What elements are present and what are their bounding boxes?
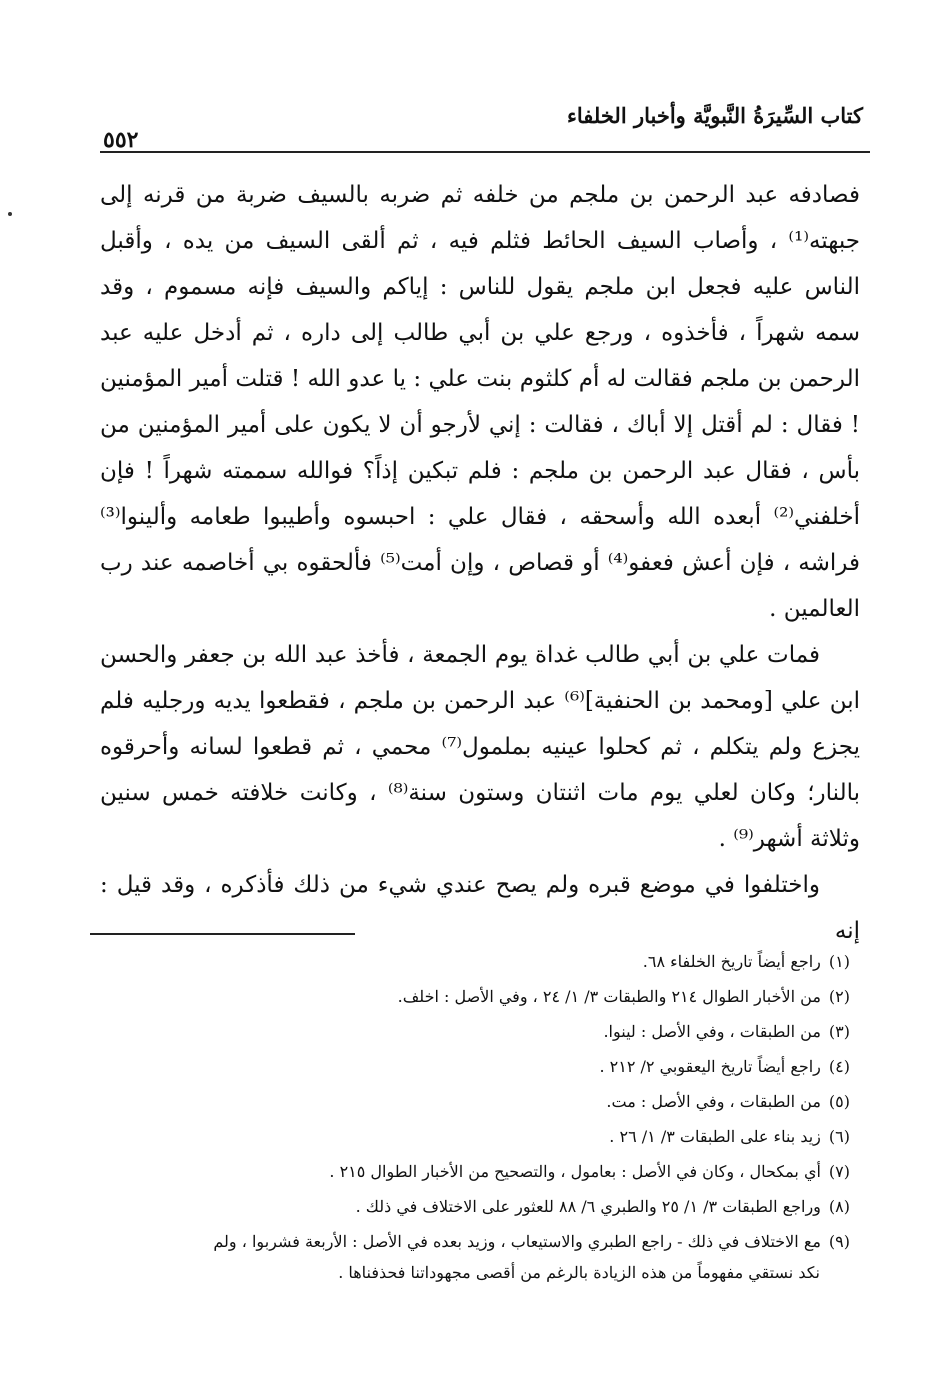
footnote-continuation: نكد نستقي مفهوماً من هذه الزيادة بالرغم من أقصى مجهوداتنا فحذفناها . [338,1263,820,1282]
footnote-item [100,1154,850,1189]
footnote-number: (٢) [828,987,850,1006]
header-rule [100,151,870,153]
footnote-text: زيد بناء على الطبقات ٣/ ١/ ٢٦ . [609,1127,821,1146]
running-title: كتاب السِّيرَةُ النَّبويَّة وأخبار الخلفاء [567,103,863,128]
footnote-item [100,1119,850,1154]
scan-speck [8,212,12,216]
footnote-number: (٤) [828,1057,850,1076]
paragraph-1: فصادفه عبد الرحمن بن ملجم من خلفه ثم ضربه بالسيف ضربة من قرنه إلى جبهته⁽¹⁾ ، وأصاب السيف الحائط فثلم فيه ، ثم ألقى السيف من يده ، وأقبل الناس عليه فجعل ابن ملجم يقول للناس : إياكم والسيف فإنه مسموم ، وقد سمه شهراً ، فأخذوه ، ورجع علي بن أبي طالب إلى داره ، ثم أدخل عليه عبد الرحمن بن ملجم فقالت له أم كلثوم بنت علي : يا عدو الله ! قتلت أمير المؤمنين ! فقال : لم أقتل إلا أباك ، فقالت : إني لأرجو أن لا يكون على أمير المؤمنين من بأس ، فقال عبد الرحمن بن ملجم : فلم تبكين إذاً؟ فوالله سممته شهراً ! فإن أخلفني⁽²⁾ أبعده الله وأسحقه ، فقال علي : احبسوه وأطيبوا طعامه وألينوا⁽³⁾ فراشه ، فإن أعش فعفو⁽⁴⁾ أو قصاص ، وإن أمت⁽⁵⁾ فألحقوه بي أخاصمه عند رب العالمين . [100,182,860,622]
footnote-text: من الأخبار الطوال ٢١٤ والطبقات ٣/ ١/ ٢٤ ، وفي الأصل : اخلف. [397,987,821,1006]
footnote-number: (٧) [828,1162,850,1181]
paragraph-2: فمات علي بن أبي طالب غداة يوم الجمعة ، فأخذ عبد الله بن جعفر والحسن ابن علي [ومحمد بن الحنفية]⁽⁶⁾ عبد الرحمن بن ملجم ، فقطعوا يديه ورجليه فلم يجزع ولم يتكلم ، ثم كحلوا عينيه بملمول⁽⁷⁾ محمي ، ثم قطعوا لسانه وأحرقوه بالنار؛ وكان لعلي يوم مات اثنتان وستون سنة⁽⁸⁾ ، وكانت خلافته خمس سنين وثلاثة أشهر⁽⁹⁾ . [100,642,860,852]
footnote-item [100,1224,850,1287]
footnote-number: (٣) [828,1022,850,1041]
page-number: ٥٥٢ [103,127,139,153]
footnote-item [100,1014,850,1049]
footnote-item [100,1049,850,1084]
footnote-number: (١) [828,952,850,971]
footnote-number: (٨) [828,1197,850,1216]
footnote-number: (٩) [828,1232,850,1251]
footnote-item [100,1189,850,1224]
footnote-text: من الطبقات ، وفي الأصل : لينوا. [603,1022,821,1041]
footnote-text: وراجع الطبقات ٣/ ١/ ٢٥ والطبري ٦/ ٨٨ للعثور على الاختلاف في ذلك . [355,1197,821,1216]
footnote-number: (٥) [828,1092,850,1111]
footnote-text: راجع أيضاً تاريخ الخلفاء ٦٨. [642,952,821,971]
footnote-text: أي بمكحال ، وكان في الأصل : بعامول ، والتصحيح من الأخبار الطوال ٢١٥ . [329,1162,821,1181]
footnote-item [100,944,850,979]
paragraph-3: واختلفوا في موضع قبره ولم يصح عندي شيء من ذلك فأذكره ، وقد قيل : إنه [100,872,860,944]
footnote-item [100,1084,850,1119]
footnote-separator [90,933,355,935]
footnote-number: (٦) [828,1127,850,1146]
footnote-text: مع الاختلاف في ذلك - راجع الطبري والاستيعاب ، وزيد بعده في الأصل : الأربعة فشربوا ، ولم [213,1232,821,1251]
main-text [100,172,860,954]
footnotes-list [100,944,850,1287]
running-head [103,103,863,151]
footnote-text: من الطبقات ، وفي الأصل : مت. [606,1092,821,1111]
footnote-item [100,979,850,1014]
footnote-text: راجع أيضاً تاريخ اليعقوبي ٢/ ٢١٢ . [599,1057,821,1076]
